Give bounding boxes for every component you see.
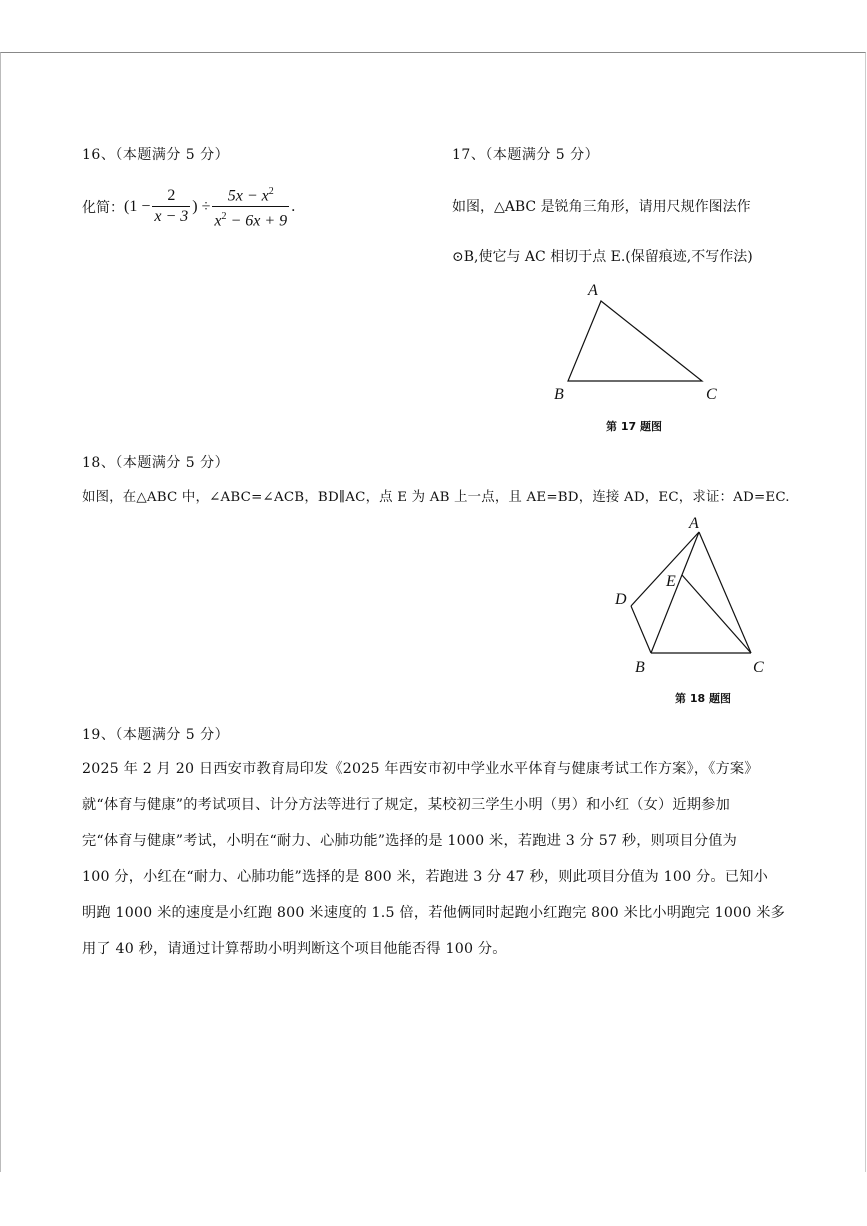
q17-header: 17、（本题满分 5 分） <box>452 147 600 163</box>
q16-f2-numerator <box>212 182 289 207</box>
q17-label-c: C <box>706 386 717 403</box>
q16-expression <box>82 182 295 232</box>
q18-segment-ab <box>651 532 699 653</box>
q18-label-b: B <box>635 659 645 676</box>
q19-line-2: 就“体育与健康”的考试项目、计分方法等进行了规定，某校初三学生小明（男）和小红（女）近期参加 <box>82 797 730 813</box>
q18-label-c: C <box>753 659 764 676</box>
q17-label-b: B <box>554 386 564 403</box>
q18-line-1: 如图，在△ABC 中，∠ABC=∠ACB，BD∥AC，点 E 为 AB 上一点，且 AE=BD，连接 AD，EC，求证：AD=EC. <box>82 490 790 505</box>
q16-fraction-1 <box>152 186 190 227</box>
q16-f1-numerator: 2 <box>152 186 190 207</box>
q18-segment-ac <box>699 532 751 653</box>
q18-caption: 第 18 题图 <box>675 692 731 705</box>
q19-line-6: 用了 40 秒，请通过计算帮助小明判断这个项目他能否得 100 分。 <box>82 941 507 957</box>
q17-line-2: ⊙B,使它与 AC 相切于点 E.(保留痕迹,不写作法) <box>452 249 753 265</box>
q16-open: (1 − <box>124 197 151 215</box>
q18-label-e: E <box>666 573 676 590</box>
q18-segment-bd <box>631 606 651 653</box>
q17-label-a: A <box>588 282 598 299</box>
q16-close: ) ÷ <box>192 197 211 215</box>
q17-triangle-abc <box>568 301 702 381</box>
q19-line-5: 明跑 1000 米的速度是小红跑 800 米速度的 1.5 倍，若他俩同时起跑小红跑完 800 米比小明跑完 1000 米多 <box>82 905 785 921</box>
q16-fraction-2 <box>212 182 289 232</box>
q16-header: 16、（本题满分 5 分） <box>82 147 230 163</box>
q17-line-1: 如图，△ABC 是锐角三角形，请用尺规作图法作 <box>452 199 751 215</box>
q18-figure <box>605 510 785 680</box>
q16-f2-denominator <box>212 207 289 231</box>
q19-line-4: 100 分，小红在“耐力、心肺功能”选择的是 800 米，若跑进 3 分 47 秒，则此项目分值为 100 分。已知小 <box>82 869 768 885</box>
q16-f1-denominator: x − 3 <box>154 208 189 226</box>
q16-end: . <box>291 197 296 215</box>
q18-label-d: D <box>615 591 627 608</box>
q16-prompt: 化简： <box>82 199 124 216</box>
q19-line-3: 完“体育与健康”考试，小明在“耐力、心肺功能”选择的是 1000 米，若跑进 3 分 57 秒，则项目分值为 <box>82 833 737 849</box>
q16-f2-den-rest: − 6x + 9 <box>226 212 288 230</box>
q17-caption: 第 17 题图 <box>606 420 662 433</box>
q18-segment-ec <box>682 575 751 653</box>
q18-label-a: A <box>689 515 699 532</box>
q17-triangle-figure <box>540 275 740 405</box>
q16-f2-den-x: x <box>214 212 222 230</box>
q19-line-1: 2025 年 2 月 20 日西安市教育局印发《2025 年西安市初中学业水平体育与健康考试工作方案》，《方案》 <box>82 761 759 777</box>
q16-f2-num-text: 5x − x <box>227 187 269 205</box>
q18-segment-ad <box>631 532 699 606</box>
q19-header: 19、（本题满分 5 分） <box>82 727 230 743</box>
q18-header: 18、（本题满分 5 分） <box>82 455 230 471</box>
q16-f2-den-exp: 2 <box>221 211 227 223</box>
q16-f2-num-exp: 2 <box>268 186 274 197</box>
